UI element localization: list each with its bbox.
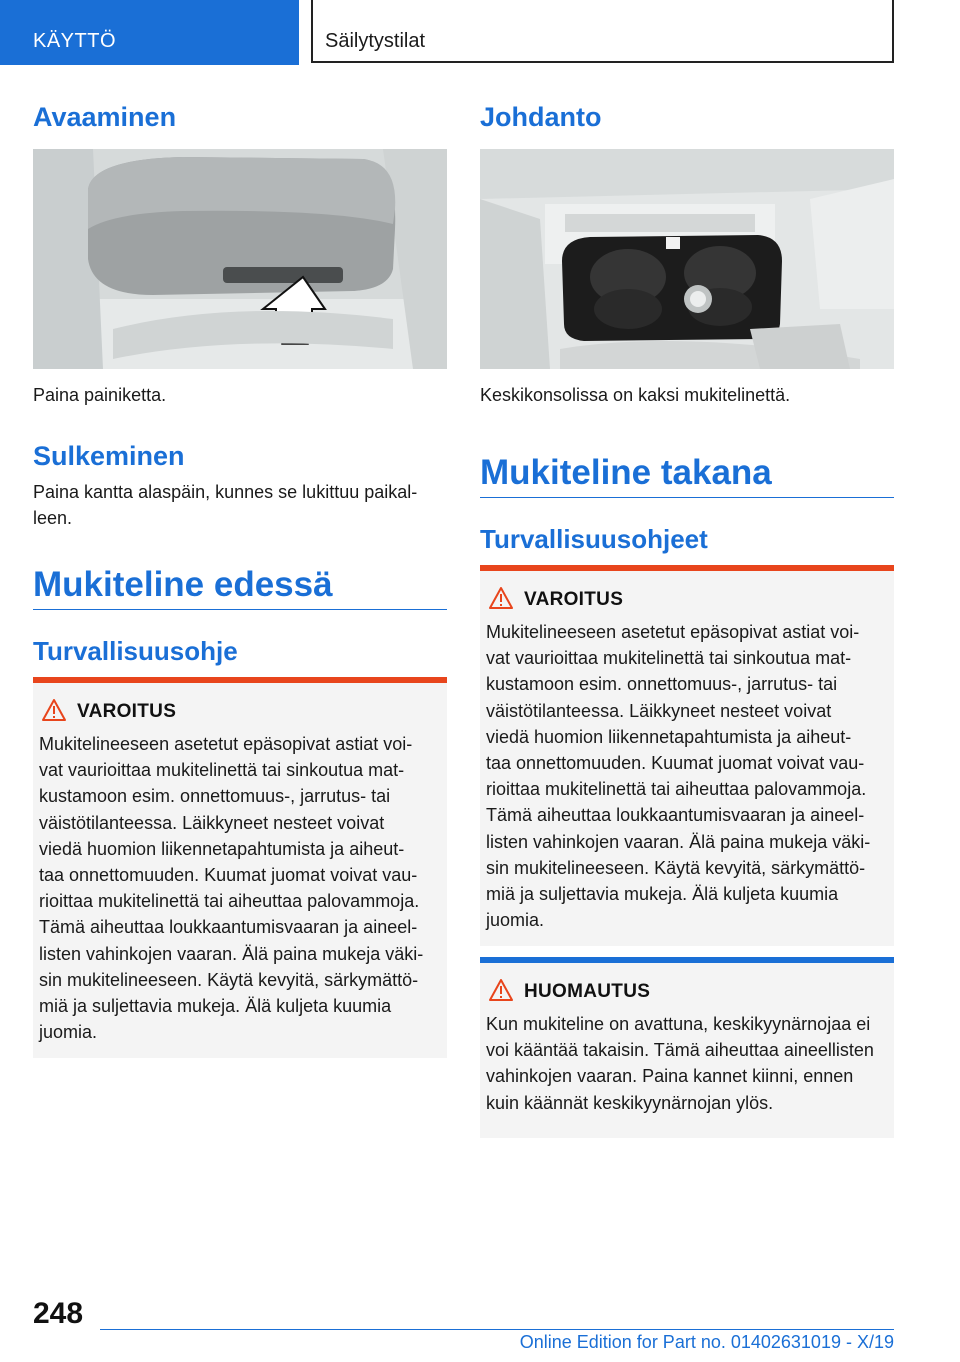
edition-link[interactable]: Online Edition for Part no. 01402631019 - X/19 [519,1332,894,1352]
opening-caption: Paina painiketta. [33,385,167,405]
safety-heading: Turvallisuusohje [33,636,238,666]
warning-text: Mukitelineeseen asetetut epäsopivat astiat voi- vat vaurioittaa mukitelinettä tai sinkoutua mat- kustamoon esim. onnettomuus-, jarrutus- tai väistötilanteessa. Läikkyneet nesteet voivat viedä huomion liikennetapahtumista ja aiheut- taa onnettomuuden. Kuumat juomat voivat vau- rioittaa mukitelinettä tai aiheuttaa palovammoja. Tämä aiheuttaa loukkaantumisvaaran ja aineel- listen vahinkojen vaaran. Älä paina mukeja väki- sin mukitelineeseen. Käytä kevyitä, särkymättö- miä ja suljettavia mukeja. Älä kuljeta kuumia juomia. [486,622,871,931]
warning-box [480,565,894,946]
opening-heading: Avaaminen [33,102,177,132]
closing-text: Paina kantta alaspäin, kunnes se lukittuu paikal- leen. [33,482,418,528]
warning-triangle-icon [488,586,514,610]
warning-text: Mukitelineeseen asetetut epäsopivat astiat voi- vat vaurioittaa mukitelinettä tai sinkoutua mat- kustamoon esim. onnettomuus-, jarrutus- tai väistötilanteessa. Läikkyneet nesteet voivat viedä huomion liikennetapahtumista ja aiheut- taa onnettomuuden. Kuumat juomat voivat vau- rioittaa mukitelinettä tai aiheuttaa palovammoja. Tämä aiheuttaa loukkaantumisvaaran ja aineel- listen vahinkojen vaaran. Älä paina mukeja väki- sin mukitelineeseen. Käytä kevyitä, särkymättö- miä ja suljettavia mukeja. Älä kuljeta kuumia juomia. [39,734,424,1043]
warning-title: VAROITUS [524,589,624,610]
safety-heading: Turvallisuusohjeet [480,524,708,554]
topic-header [311,0,894,63]
cupholder-photo [480,149,894,369]
heading-rule [33,609,447,610]
warning-title: VAROITUS [77,701,177,722]
warning-triangle-icon [41,698,67,722]
intro-heading: Johdanto [480,102,602,132]
front-cupholder-heading: Mukiteline edessä [33,565,333,604]
notice-text: Kun mukiteline on avattuna, keskikyynärnojaa ei voi kääntää takaisin. Tämä aiheuttaa aineellisten vahinkojen vaaran. Paina kannet kiinni, ennen kuin käännät keskikyynärnojan ylös. [486,1014,874,1113]
page-number: 248 [33,1297,84,1330]
section-tab [0,0,299,65]
notice-box [480,957,894,1138]
warning-bar [33,677,447,683]
footer-rule [100,1329,894,1330]
heading-rule [480,497,894,498]
rear-cupholder-heading: Mukiteline takana [480,453,772,492]
notice-title: HUOMAUTUS [524,981,651,1002]
armrest-photo [33,149,447,369]
notice-triangle-icon [488,978,514,1002]
warning-bar [480,565,894,571]
intro-caption: Keskikonsolissa on kaksi mukitelinettä. [480,385,791,405]
section-label: KÄYTTÖ [33,30,117,52]
closing-heading: Sulkeminen [33,441,185,471]
topic-label: Säilytystilat [325,30,426,52]
notice-bar [480,957,894,963]
warning-box [33,677,447,1058]
